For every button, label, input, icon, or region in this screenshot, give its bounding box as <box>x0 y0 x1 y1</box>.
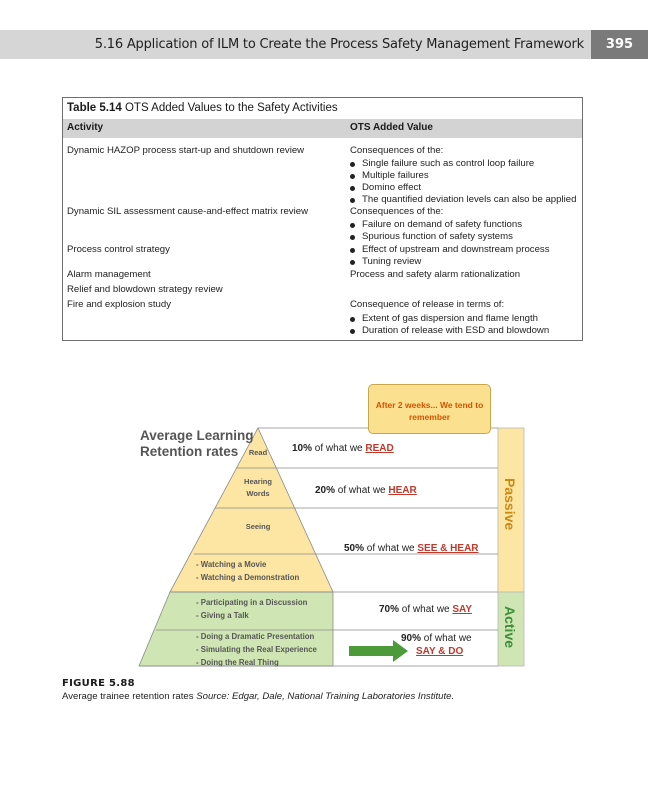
table-title: OTS Added Values to the Safety Activities <box>124 102 338 114</box>
retention-statement <box>401 632 472 645</box>
level-item: - Doing the Real Thing <box>196 658 279 667</box>
retention-statement <box>379 603 472 616</box>
arrow-icon <box>349 640 408 662</box>
caption-source: Source: Edgar, Dale, National Training Laboratories Institute. <box>196 691 455 702</box>
table-row-activity: Alarm management <box>67 269 151 280</box>
level-label-seeing: Seeing <box>245 522 271 531</box>
table-row-value: Process and safety alarm rationalization <box>350 269 521 280</box>
level-label-read: Read <box>248 448 268 457</box>
table-bullet: Spurious function of safety systems <box>362 231 513 242</box>
table-bullet: Failure on demand of safety functions <box>362 219 522 230</box>
table-bullet: Effect of upstream and downstream process <box>362 244 550 255</box>
level-label-hearing <box>228 476 288 500</box>
retention-pct: 20% <box>315 485 336 496</box>
retention-phrase: of what we <box>423 633 472 644</box>
column-header-value: OTS Added Value <box>350 122 433 133</box>
table-bullet: Single failure such as control loop failure <box>362 158 535 169</box>
figure-caption <box>62 691 454 702</box>
column-header-activity: Activity <box>67 122 104 133</box>
figure-heading-line1: Average Learning <box>140 428 254 443</box>
level-item: - Watching a Demonstration <box>196 573 300 582</box>
table-bullet: Extent of gas dispersion and flame length <box>362 313 538 324</box>
table-row-activity: Process control strategy <box>67 244 170 255</box>
retention-emphasis: SAY <box>452 604 473 615</box>
retention-phrase: of what we <box>314 443 363 454</box>
retention-pct: 90% <box>401 633 422 644</box>
level-item: - Giving a Talk <box>196 611 249 620</box>
retention-statement <box>292 442 394 455</box>
retention-pct: 50% <box>344 543 365 554</box>
retention-emphasis: READ <box>365 443 394 454</box>
table-row-activity: Fire and explosion study <box>67 299 171 310</box>
callout-box: After 2 weeks... We tend to remember <box>368 384 491 434</box>
table-bullet: Multiple failures <box>362 170 429 181</box>
retention-pct: 10% <box>292 443 313 454</box>
retention-statement-line2 <box>416 645 463 658</box>
retention-emphasis: SEE & HEAR <box>417 543 479 554</box>
figure-heading-line2: Retention rates <box>140 444 239 459</box>
retention-phrase: of what we <box>337 485 386 496</box>
table-caption <box>67 102 338 114</box>
retention-phrase: of what we <box>401 604 450 615</box>
figure-label: FIGURE 5.88 <box>62 678 135 689</box>
table-bullet: The quantified deviation levels can also be applied <box>362 194 577 205</box>
table-row-value: Consequences of the: <box>350 145 444 156</box>
table-row-activity: Relief and blowdown strategy review <box>67 284 223 295</box>
table-header-row <box>63 119 582 138</box>
table-bullet: Tuning review <box>362 256 422 267</box>
level-item: - Watching a Movie <box>196 560 267 569</box>
table-row-value: Consequence of release in terms of: <box>350 299 505 310</box>
table-bullet: Duration of release with ESD and blowdown <box>362 325 550 336</box>
side-label-passive: Passive <box>502 478 518 531</box>
level-item: - Simulating the Real Experience <box>196 645 317 654</box>
table-row-value: Consequences of the: <box>350 206 444 217</box>
section-title: 5.16 Application of ILM to Create the Process Safety Management Framework <box>94 37 584 52</box>
table-5-14 <box>62 97 583 341</box>
side-label-active: Active <box>502 606 518 649</box>
retention-emphasis: SAY & DO <box>416 646 464 657</box>
retention-emphasis: HEAR <box>388 485 417 496</box>
retention-pct: 70% <box>379 604 400 615</box>
level-items-say-do <box>196 630 317 669</box>
retention-pyramid-figure <box>135 384 529 676</box>
level-label-line: Words <box>246 489 270 498</box>
retention-statement <box>315 484 417 497</box>
level-items-seeing <box>196 558 299 584</box>
figure-heading <box>140 428 254 460</box>
retention-statement <box>344 542 479 555</box>
page-number: 395 <box>591 30 648 59</box>
table-row-activity: Dynamic HAZOP process start-up and shutdown review <box>67 145 305 156</box>
table-label: Table 5.14 <box>67 102 122 114</box>
caption-text: Average trainee retention rates <box>62 691 194 702</box>
table-row-activity: Dynamic SIL assessment cause-and-effect matrix review <box>67 206 309 217</box>
level-label-line: Hearing <box>244 477 272 486</box>
level-items-say <box>196 596 307 622</box>
running-header <box>0 30 648 59</box>
level-item: - Doing a Dramatic Presentation <box>196 632 315 641</box>
level-item: - Participating in a Discussion <box>196 598 308 607</box>
retention-phrase: of what we <box>366 543 415 554</box>
table-bullet: Domino effect <box>362 182 422 193</box>
